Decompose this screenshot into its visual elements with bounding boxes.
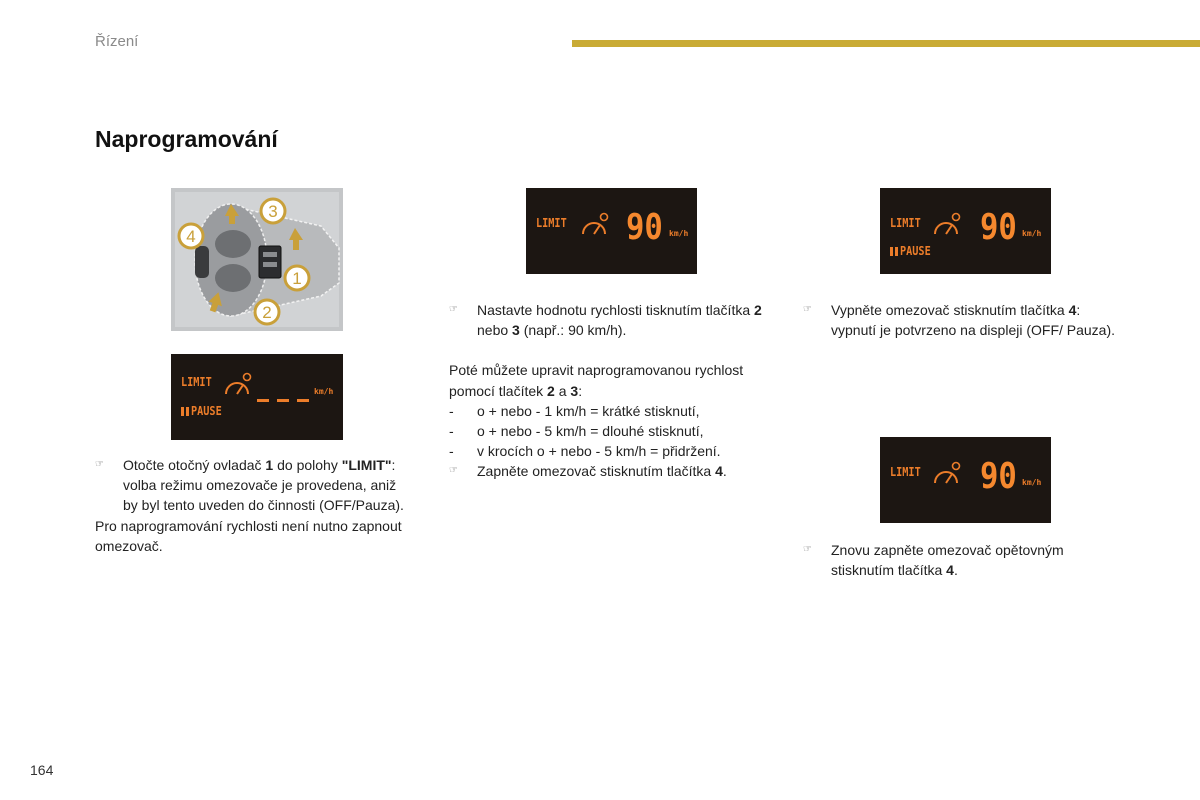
- display-pause-label: PAUSE: [900, 244, 931, 258]
- note-programming: Pro naprogramování rychlosti není nutno zapnout omezovač.: [95, 517, 402, 554]
- callout-4: 4: [186, 227, 196, 246]
- column-3-text-top: [803, 300, 1123, 340]
- page-number: 164: [30, 762, 54, 778]
- note-adjust-speed: Poté můžete upravit naprogramovanou rychlost pomocí tlačítek 2 a 3:: [449, 362, 744, 399]
- bullet-hand-icon: ☞: [449, 304, 458, 315]
- speedometer-gear-icon: [580, 212, 610, 238]
- list-item: - v krocích o + nebo - 5 km/h = přidržení.: [449, 443, 721, 460]
- display-unit: km/h: [314, 387, 334, 396]
- page-title: Naprogramování: [95, 126, 278, 152]
- speedometer-gear-icon: [932, 461, 962, 487]
- callout-2: 2: [262, 303, 272, 322]
- display-limit-label: LIMIT: [890, 216, 921, 230]
- speedometer-gear-icon: [223, 372, 253, 398]
- speedometer-gear-icon: [932, 212, 962, 238]
- pause-icon: [890, 247, 898, 256]
- instruction-select-limit: ☞ Otočte otočný ovladač 1 do polohy "LIMIT": volba režimu omezovače je provedena, aniž by byl tento uveden do činnosti (OFF/Pauza).: [95, 457, 404, 514]
- list-item: - o + nebo - 5 km/h = dlouhé stisknutí,: [449, 423, 704, 440]
- display-speed-value: 90: [980, 207, 1017, 248]
- limiter-control-illustration: [171, 188, 343, 331]
- display-limit-label: LIMIT: [890, 465, 921, 479]
- display-limit-90-pause: [880, 188, 1051, 274]
- display-limit-label: LIMIT: [536, 216, 567, 230]
- display-unit: km/h: [669, 229, 689, 238]
- bullet-hand-icon: ☞: [449, 465, 458, 477]
- callout-1: 1: [292, 269, 302, 288]
- pause-icon: [181, 407, 189, 416]
- display-limit-label: LIMIT: [181, 375, 212, 389]
- display-pause-indicator: [181, 404, 227, 418]
- display-unit: km/h: [1022, 478, 1042, 487]
- instruction-set-speed: ☞ Nastavte hodnotu rychlosti tisknutím tlačítka 2 nebo 3 (např.: 90 km/h).: [449, 302, 762, 339]
- display-limit-90-again: [880, 437, 1051, 523]
- display-speed-value: 90: [626, 207, 663, 248]
- section-label: Řízení: [95, 33, 139, 50]
- instruction-activate-limiter: ☞ Zapněte omezovač stisknutím tlačítka 4.: [449, 461, 779, 481]
- display-limit-pause-dashes: [171, 354, 343, 440]
- bullet-hand-icon: ☞: [803, 304, 812, 315]
- display-unit: km/h: [1022, 229, 1042, 238]
- column-1-text: [95, 455, 405, 556]
- display-speed-dashes: [257, 399, 309, 402]
- instruction-deactivate-limiter: ☞ Vypněte omezovač stisknutím tlačítka 4: vypnutí je potvrzeno na displeji (OFF/ Pauza).: [803, 302, 1116, 339]
- display-limit-90: [526, 188, 697, 274]
- bullet-hand-icon: ☞: [803, 544, 812, 555]
- bullet-hand-icon: ☞: [95, 459, 104, 470]
- header-gold-bar: [572, 40, 1200, 47]
- display-pause-label: PAUSE: [191, 404, 222, 418]
- list-item: - o + nebo - 1 km/h = krátké stisknutí,: [449, 402, 700, 419]
- callout-3: 3: [268, 202, 278, 221]
- instruction-reactivate-limiter: ☞ Znovu zapněte omezovač opětovným stisknutím tlačítka 4.: [803, 542, 1064, 579]
- display-speed-value: 90: [980, 456, 1017, 497]
- column-2-text: [449, 300, 779, 482]
- display-pause-indicator: [890, 244, 936, 258]
- column-3-text-bottom: [803, 540, 1123, 580]
